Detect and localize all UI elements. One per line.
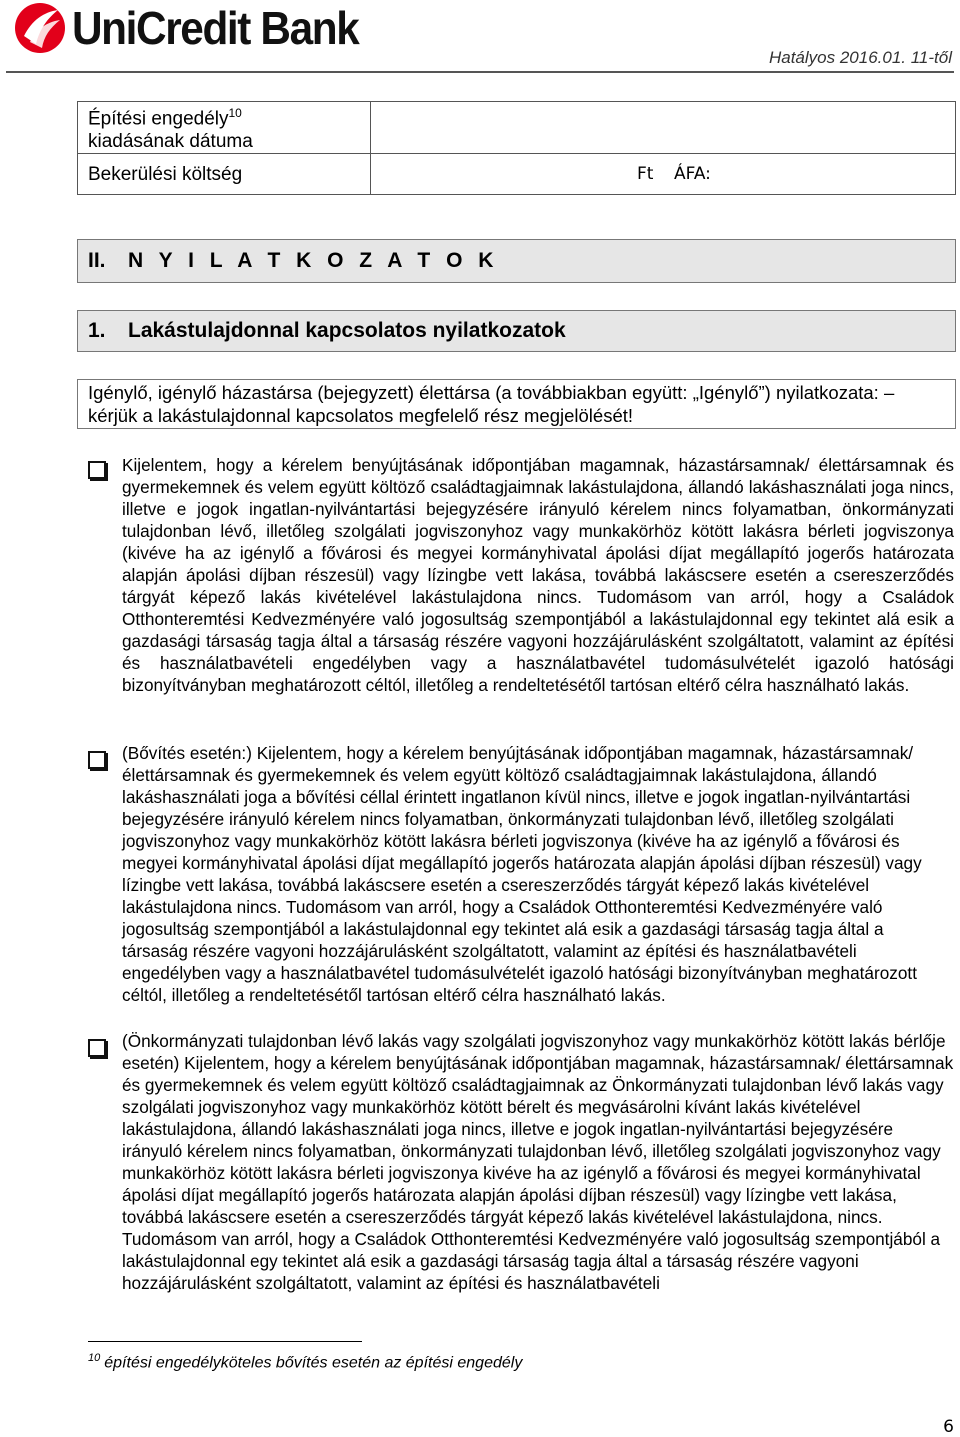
cost-field[interactable]: [371, 154, 956, 195]
declaration-text: (Bővítés esetén:) Kijelentem, hogy a kérelem benyújtásának időpontjában magamnak, házastársamnak/ élettársamnak és gyermekemnek és velem együtt költöző családtagjaimnak lakástulajdona, állandó lakáshasználati joga a bővítési céllal érintett ingatlanon kívül nincs, illetve e jogok ingatlan-nyilvántartási bejegyzésére irányuló kérelem nincs folyamatban, önkormányzati tulajdonban lévő, illetőleg szolgálati jogviszonyhoz vagy munkakörhöz kötött lakásra bérleti jogviszonya (kivéve ha az igénylő a fővárosi és megyei kormányhivatal ápolási díjat megállapító jogerős határozata alapján ápolási díjban részesül) vagy lízingbe vett lakása, továbbá lakáscsere esetén a csereszerződés tárgyát képező lakás kivételével lakástulajdona nincs. Tudomásom van arról, hogy a Családok Otthonteremtési Kedvezményére való jogosultság szempontjából a lakástulajdonnal egy tekintet alá esik a gazdasági társaság tagja által a társaság részére vagyoni hozzájárulásként szolgáltatott, valamint az építési és használatbavételi engedélyben vagy a használatbavétel tudomásulvételét igazoló hatósági bizonyítványban meghatározott céltól, illetőleg a rendeltetésétől tartósan eltérő célra használható lakás.: [122, 743, 922, 1005]
subsection-number: 1.: [88, 319, 106, 342]
page-number: 6: [943, 1417, 954, 1437]
valid-from-date: Hatályos 2016.01. 11-től: [768, 48, 952, 67]
declaration-checkbox[interactable]: [88, 1039, 106, 1057]
declaration-item: [88, 454, 954, 696]
permit-date-field[interactable]: [371, 102, 956, 154]
declaration-checkbox[interactable]: [88, 461, 106, 479]
declaration-item: [88, 742, 954, 1006]
declaration-item: [88, 1030, 954, 1294]
declaration-text: Kijelentem, hogy a kérelem benyújtásának időpontjában magamnak, házastársamnak/ élettársamnak és gyermekemnek és velem együtt költöző családtagjaimnak lakástulajdona, állandó lakáshasználati joga nincs, illetve e jogok ingatlan-nyilvántartási bejegyzésére irányuló kérelem nincs folyamatban, önkormányzati tulajdonban lévő, illetőleg szolgálati jogviszonyhoz vagy munkakörhöz kötött lakásra bérleti jogviszonya (kivéve ha az igénylő a fővárosi és megyei kormányhivatal ápolási díjat megállapító jogerős határozata alapján ápolási díjban részesül) vagy lízingbe vett lakása, továbbá lakáscsere esetén a csereszerződés tárgyát képező lakás kivételével lakástulajdona nincs. Tudomásom van arról, hogy a Családok Otthonteremtési Kedvezményére való jogosultság szempontjából a lakástulajdonnal egy tekintet alá esik a gazdasági társaság tagja által a társaság részére vagyoni hozzájárulásként szolgáltatott, valamint az építési és használatbavételi engedélyben vagy a használatbavétel tudomásulvételét igazoló hatósági bizonyítványban meghatározott céltól, illetőleg a rendeltetésétől tartósan eltérő célra használható lakás.: [122, 455, 954, 695]
header-divider: [6, 71, 954, 73]
permit-info-table: [77, 101, 956, 195]
footnote-number: 10: [88, 1352, 101, 1364]
section-title: N Y I L A T K O Z A T O K: [128, 249, 499, 272]
table-row: [78, 102, 956, 154]
footnote-ref: 10: [228, 106, 242, 120]
table-row: [78, 154, 956, 195]
subsection-heading-property: [77, 310, 956, 352]
unicredit-logo-icon: [14, 2, 66, 54]
footnote: [88, 1352, 522, 1372]
intro-text: Igénylő, igénylő házastársa (bejegyzett) élettársa (a továbbiakban együtt: „Igénylő”) nyilatkozata: – kérjük a lakástulajdonnal kapcsolatos megfelelő rész megjelölését!: [77, 379, 956, 429]
permit-date-label: Építési engedély$^{10}$ kiadásának dátuma: [78, 102, 371, 154]
section-number: II.: [88, 249, 106, 272]
vat-label: ÁFA:: [674, 164, 711, 185]
subsection-title: Lakástulajdonnal kapcsolatos nyilatkozatok: [128, 319, 566, 342]
currency-label: Ft: [637, 164, 654, 185]
cost-label: Bekerülési költség: [78, 154, 371, 195]
declaration-text: (Önkormányzati tulajdonban lévő lakás vagy szolgálati jogviszonyhoz vagy munkakörhöz kötött lakás bérlője esetén) Kijelentem, hogy a kérelem benyújtásának időpontjában magamnak, házastársamnak/ élettársamnak és gyermekemnek és velem együtt költöző családtagjaimnak az Önkormányzati tulajdonban lévő lakás vagy szolgálati jogviszonyhoz vagy munkakörhöz kötött bérelt és megvásárolni kívánt lakás kivételével lakástulajdona, állandó lakáshasználati joga nincs, illetve e jogok ingatlan-nyilvántartási bejegyzésére irányuló kérelem nincs folyamatban, önkormányzati tulajdonban lévő, illetőleg szolgálati jogviszonyhoz vagy munkakörhöz kötött lakásra bérleti jogviszonya kivéve ha az igénylő a fővárosi és megyei kormányhivatal ápolási díjat megállapító jogerős határozata alapján ápolási díjban részesül) vagy lízingbe vett lakása, továbbá lakáscsere esetén a csereszerződés tárgyát képező lakás kivételével lakástulajdona, nincs. Tudomásom van arról, hogy a Családok Otthonteremtési Kedvezményére való jogosultság szempontjából a lakástulajdonnal egy tekintet alá esik a gazdasági társaság tagja által a társaság részére vagyoni hozzájárulásként szolgáltatott, valamint az építési és használatbavételi: [122, 1031, 954, 1293]
footnote-divider: [88, 1341, 362, 1342]
brand-name: UniCredit Bank: [72, 2, 359, 54]
footnote-text: építési engedélyköteles bővítés esetén az építési engedély: [104, 1354, 523, 1372]
section-heading-declarations: [77, 239, 956, 283]
declaration-checkbox[interactable]: [88, 751, 106, 769]
bank-logo: [14, 2, 383, 54]
